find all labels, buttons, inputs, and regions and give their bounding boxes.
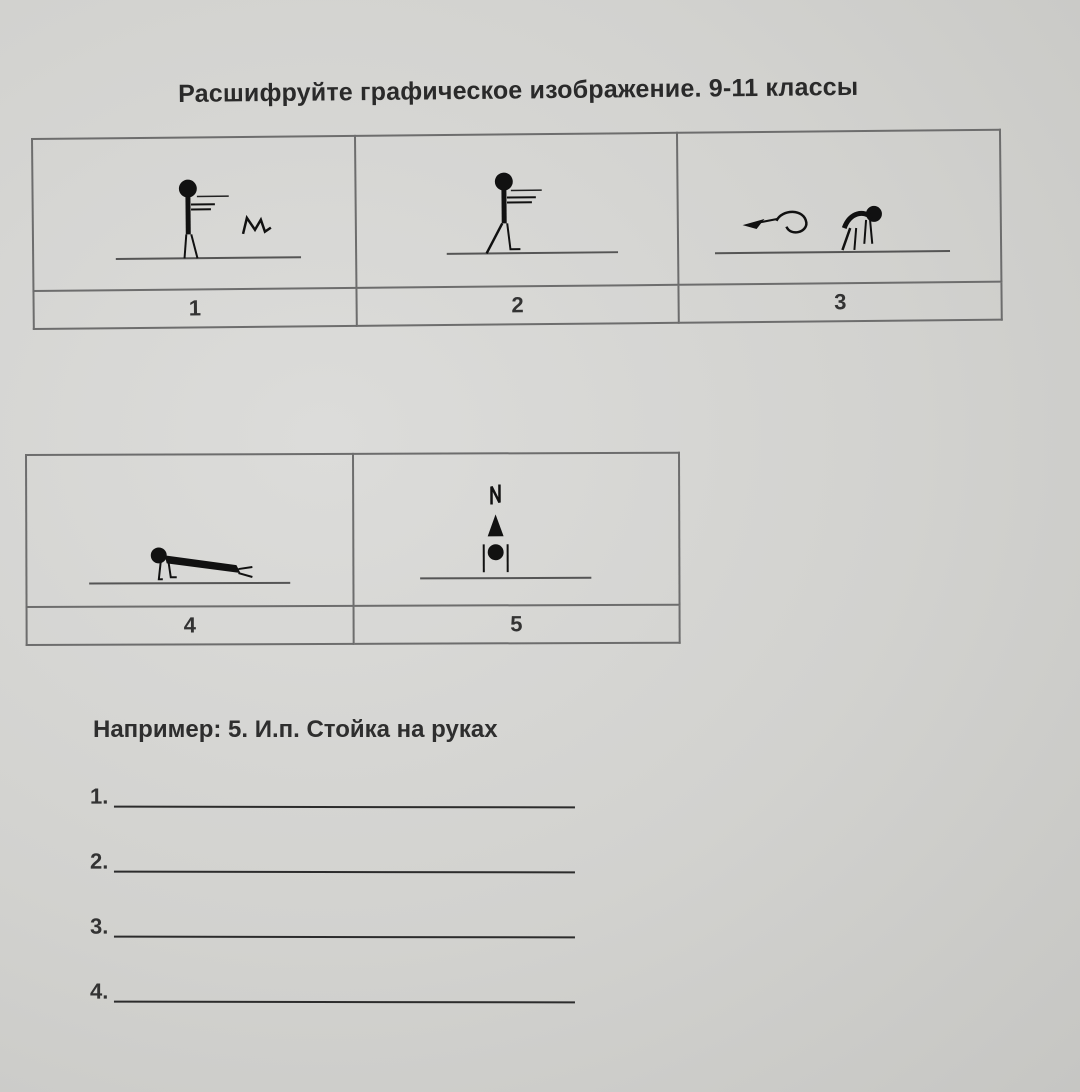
answer-blank[interactable]	[114, 871, 575, 874]
answer-label: 1.	[89, 783, 109, 809]
answer-blank[interactable]	[114, 1001, 575, 1004]
figure-3-cell	[677, 130, 1001, 285]
answer-blank[interactable]	[114, 936, 575, 939]
answer-blank[interactable]	[114, 806, 575, 809]
figures-table-bottom	[25, 452, 681, 646]
figure-5-number: 5	[353, 605, 680, 644]
figure-3-drawing	[678, 131, 1000, 284]
figures-table-top	[31, 129, 1003, 330]
worksheet-title: Расшифруйте графическое изображение. 9-11 классы	[178, 72, 859, 108]
figure-5-cell	[353, 453, 680, 606]
answer-line-1[interactable]	[90, 782, 575, 813]
figure-1-cell	[32, 136, 356, 291]
figure-4-drawing	[27, 455, 352, 606]
figure-1-number: 1	[33, 288, 356, 329]
answer-label: 2.	[89, 848, 109, 874]
answer-label: 4.	[89, 978, 109, 1004]
figure-2-drawing	[356, 134, 678, 287]
answer-line-4[interactable]	[90, 977, 575, 1008]
figure-3-number: 3	[679, 282, 1002, 323]
figure-2-cell	[355, 133, 679, 288]
figure-4-number: 4	[27, 606, 354, 645]
figure-1-drawing	[33, 137, 355, 290]
answer-line-3[interactable]	[90, 912, 575, 943]
figure-5-drawing	[354, 454, 679, 605]
figure-2-number: 2	[356, 285, 679, 326]
answer-label: 3.	[89, 913, 109, 939]
answer-line-2[interactable]	[90, 847, 575, 878]
figure-4-cell	[26, 454, 353, 607]
example-text: Например: 5. И.п. Стойка на руках	[93, 716, 498, 743]
